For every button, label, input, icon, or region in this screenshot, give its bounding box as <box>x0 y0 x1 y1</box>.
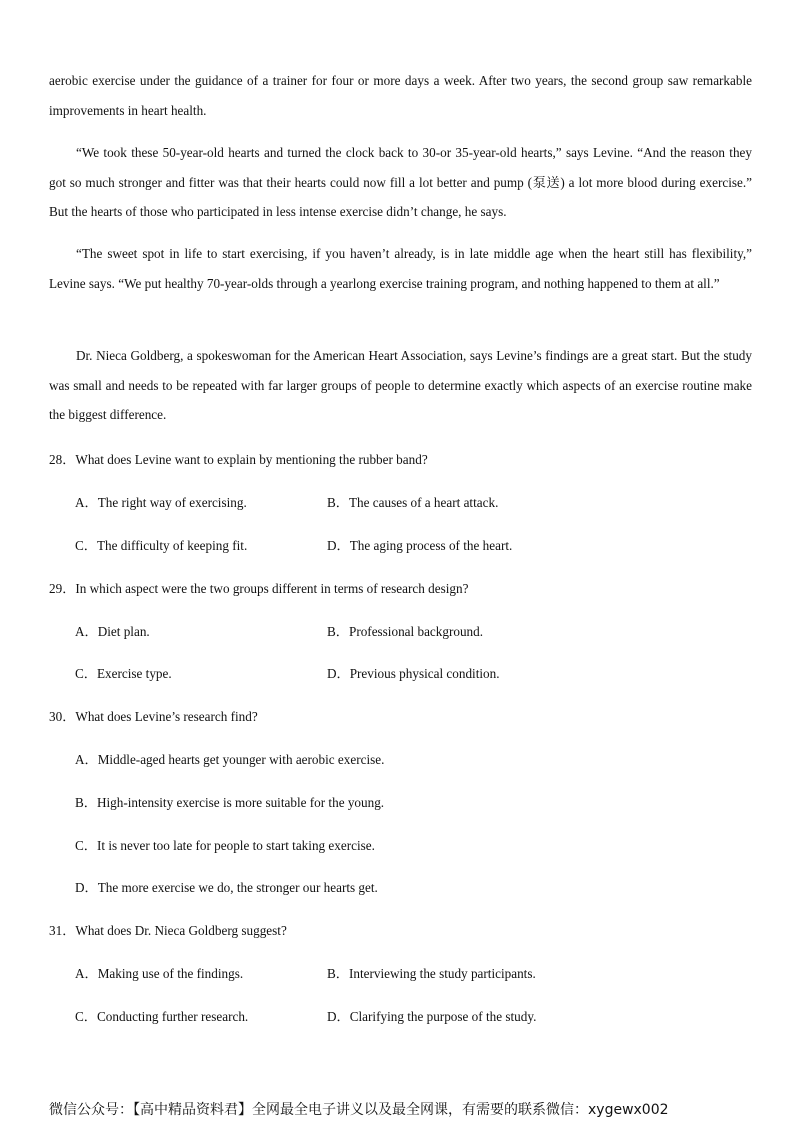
question-30-stem: 30．What does Levine’s research find? <box>49 709 258 724</box>
passage-paragraph-3: “The sweet spot in life to start exercising, if you haven’t already, is in late middle age when the heart still has flexibility,” Levine says. “We put healthy 70-year-olds through a yearlong exercise training program, and nothing happened to them at all.” <box>49 246 752 291</box>
question-31-option-d: D．Clarifying the purpose of the study. <box>327 1009 537 1024</box>
question-29-option-a: A．Diet plan. <box>75 624 150 639</box>
question-31-option-b: B．Interviewing the study participants. <box>327 966 536 981</box>
question-28-option-a: A．The right way of exercising. <box>75 495 247 510</box>
question-31-option-a: A．Making use of the findings. <box>75 966 244 981</box>
question-30-option-c: C．It is never too late for people to start taking exercise. <box>75 838 375 853</box>
question-31-option-c: C．Conducting further research. <box>75 1009 249 1024</box>
question-29-option-c: C．Exercise type. <box>75 666 172 681</box>
question-28-option-b: B．The causes of a heart attack. <box>327 495 499 510</box>
question-29-stem: 29．In which aspect were the two groups different in terms of research design? <box>49 581 469 596</box>
question-28-option-c: C．The difficulty of keeping fit. <box>75 538 248 553</box>
question-30-option-b: B．High-intensity exercise is more suitable for the young. <box>75 795 385 810</box>
question-29-option-b: B．Professional background. <box>327 624 484 639</box>
question-30-option-d: D．The more exercise we do, the stronger our hearts get. <box>75 880 378 895</box>
question-28-option-d: D．The aging process of the heart. <box>327 538 513 553</box>
footer-notice: 微信公众号：【高中精品资料君】全网最全电子讲义以及最全网课，有需要的联系微信：xygewx002 <box>49 1102 669 1118</box>
question-29-option-d: D．Previous physical condition. <box>327 666 500 681</box>
passage-paragraph-2: “We took these 50-year-old hearts and turned the clock back to 30-or 35-year-old hearts,” says Levine. “And the reason they got so much stronger and fitter was that their hearts could now fill a lot better and pump (泵送) a lot more blood during exercise.” But the hearts of those who participated in less intense exercise didn’t change, he says. <box>49 145 752 219</box>
question-30-option-a: A．Middle-aged hearts get younger with aerobic exercise. <box>75 752 385 767</box>
question-31-stem: 31．What does Dr. Nieca Goldberg suggest? <box>49 923 287 938</box>
question-28-stem: 28．What does Levine want to explain by mentioning the rubber band? <box>49 452 428 467</box>
passage-paragraph-4: Dr. Nieca Goldberg, a spokeswoman for the American Heart Association, says Levine’s findings are a great start. But the study was small and needs to be repeated with far larger groups of people to determine exactly which aspects of an exercise routine make the biggest difference. <box>49 348 752 422</box>
passage-paragraph-1: aerobic exercise under the guidance of a trainer for four or more days a week. After two years, the second group saw remarkable improvements in heart health. <box>49 73 752 118</box>
